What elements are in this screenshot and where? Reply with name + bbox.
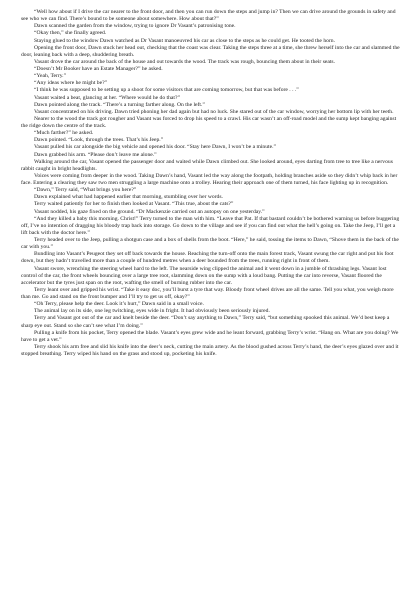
paragraph: Nearer to the wood the track got rougher and Vasant was forced to drop his speed to a crawl. His car wasn’t an off-road model and the sump kept banging against the ridge down the centre of the track. (21, 115, 397, 129)
paragraph: Dawn grabbed his arm. “Please don’t leave me alone.” (34, 151, 157, 158)
paragraph: Staying glued to the window Dawn watched as Dr Vasant manoeuvred his car as close to the steps as he could get. He tooted the horn. (34, 37, 336, 44)
paragraph: Terry leant over and gripped his wrist. “Take it easy doc, you’ll burst a tyre that way. Bloody front wheel drives are all the same. Tell you what, you weigh more than me. Go and stand on the front bumper and I’ll try to get us off, okay?” (21, 286, 394, 300)
paragraph: “Oh Terry, please help the deer. Look it’s hurt,” Dawn said in a small voice. (34, 301, 204, 308)
paragraph: “Dawn,” Terry said, “What brings you here?” (34, 187, 137, 194)
paragraph: Voices were coming from deeper in the wood. Taking Dawn’s hand, Vasant led the way along the footpath, holding branches aside so they didn’t whip back in her face. Entering a clearing they saw two men struggling a large machine onto a trolley. Hearing their approach one of them turned, his face lighting up in recognition. (21, 172, 398, 186)
paragraph: Vasant swore, wrenching the steering wheel hard to the left. The nearside wing clipped the animal and it went down in a jumble of thrashing legs. Vasant lost control of the car, the front wheels bouncing over a large tree root, slamming down on the sump with a loud bang. Putting the car into reverse, Vasant floored the accelerator but the tyres just span on the root, wafting the smell of burning rubber into the car. (21, 265, 387, 286)
paragraph: “Well how about if I drive the car nearer to the front door, and then you can run down the steps and jump in? Then we can drive around the grounds in safety and see who we can find. There’s bound to be someone about somewhere. How about that?” (21, 9, 396, 23)
paragraph: Dawn scanned the garden from the window, trying to ignore Dr Vasant’s patronising tone. (34, 23, 236, 30)
paragraph: Dawn pointed. “Look, through the trees. That’s his Jeep.” (34, 137, 164, 144)
paragraph: Terry headed over to the Jeep, pulling a shotgun case and a box of shells from the boot. “Here,” he said, tossing the items to Dawn, “Shove them in the back of the car with you.” (21, 237, 399, 251)
paragraph: “Okay then,” she finally agreed. (34, 30, 107, 37)
paragraph: Opening the front door, Dawn stuck her head out, checking that the coast was clear. Taking the steps three at a time, she threw herself into the car and slammed the door, leaning back with a deep, shuddering breath. (21, 44, 400, 58)
paragraph: The animal lay on its side, one leg twitching, eyes wide in fright. It had obviously been seriously injured. (34, 308, 270, 315)
paragraph: Vasant drove the car around the back of the house and out towards the wood. The track was rough, bouncing them about in their seats. (34, 58, 336, 65)
paragraph: Walking around the car, Vasant opened the passenger door and waited while Dawn climbed out. She looked around, eyes darting from tree to tree like a nervous rabbit caught in bright headlights. (21, 158, 393, 172)
paragraph: Pulling a knife from his pocket, Terry opened the blade. Vasant’s eyes grew wide and he leant forward, grabbing Terry’s wrist. “Hang on. What are you doing? We have to get a vet.” (21, 329, 399, 343)
paragraph: “Yeah, Terry.” (34, 73, 67, 80)
paragraph: Vasant pulled his car alongside the big vehicle and opened his door. “Stay here Dawn, I won’t be a minute.” (34, 144, 276, 151)
paragraph: “And they killed a baby this morning. Christ!” Terry turned to the man with him. “Leave that Pat. If that bastard couldn’t be bothered warning us before buggering off, I’ve no intention of dragging his bloody trap back into storage. Go down to the village and see if you can find out what the hell’s going on. Take the Jeep, I’ll get a lift back with the doctor here.” (21, 215, 400, 236)
paragraph: Dawn pointed along the track. “There’s a turning farther along. On the left.” (34, 101, 205, 108)
paragraph: “I think he was supposed to be setting up a shoot for some visitors that are coming tomorrow, but that was before . . .” (34, 87, 299, 94)
paragraph: Terry and Vasant got out of the car and knelt beside the deer. “Don’t say anything to Dawn,” Terry said, “but something spooked this animal. We’d best keep a sharp eye out. Stand so she can’t see what I’m doing.” (21, 315, 390, 329)
paragraph: “Much farther?” he asked. (34, 130, 94, 137)
paragraph: Terry shook his arm free and slid his knife into the deer’s neck, cutting the main artery. As the blood gushed across Terry’s hand, the deer’s eyes glazed over and it stopped breathing. Terry wiped his hand on the grass and stood up, pocketing his knife. (21, 343, 399, 357)
paragraph: Bundling into Vasant’s Peugeot they set off back towards the house. Reaching the turn-off onto the main forest track, Vasant swung the car right and put his foot down, but they hadn’t travelled more than a couple of hundred metres when a deer bounded from the trees, running right in front of them. (21, 251, 394, 265)
paragraph: “Any ideas where he might be?” (34, 80, 108, 87)
paragraph: Terry waited patiently for her to finish then looked at Vasant. “This true, about the cats?” (34, 201, 234, 208)
paragraph: “Doesn’t Mr Booker have an Estate Manager?” he asked. (34, 66, 163, 72)
paragraph: Vasant waited a beat, glancing at her. “Where would he do that?” (34, 94, 180, 101)
paragraph: Vasant concentrated on his driving. Dawn tried phoning her dad again but had no luck. She stared out of the car window, worrying her bottom lip with her teeth. (34, 108, 394, 115)
paragraph: Dawn explained what had happened earlier that morning, stumbling over her words. (34, 194, 223, 201)
paragraph: Vasant nodded, his gaze fixed on the ground. “Dr Mackenzie carried out an autopsy on one yesterday.” (34, 208, 265, 215)
